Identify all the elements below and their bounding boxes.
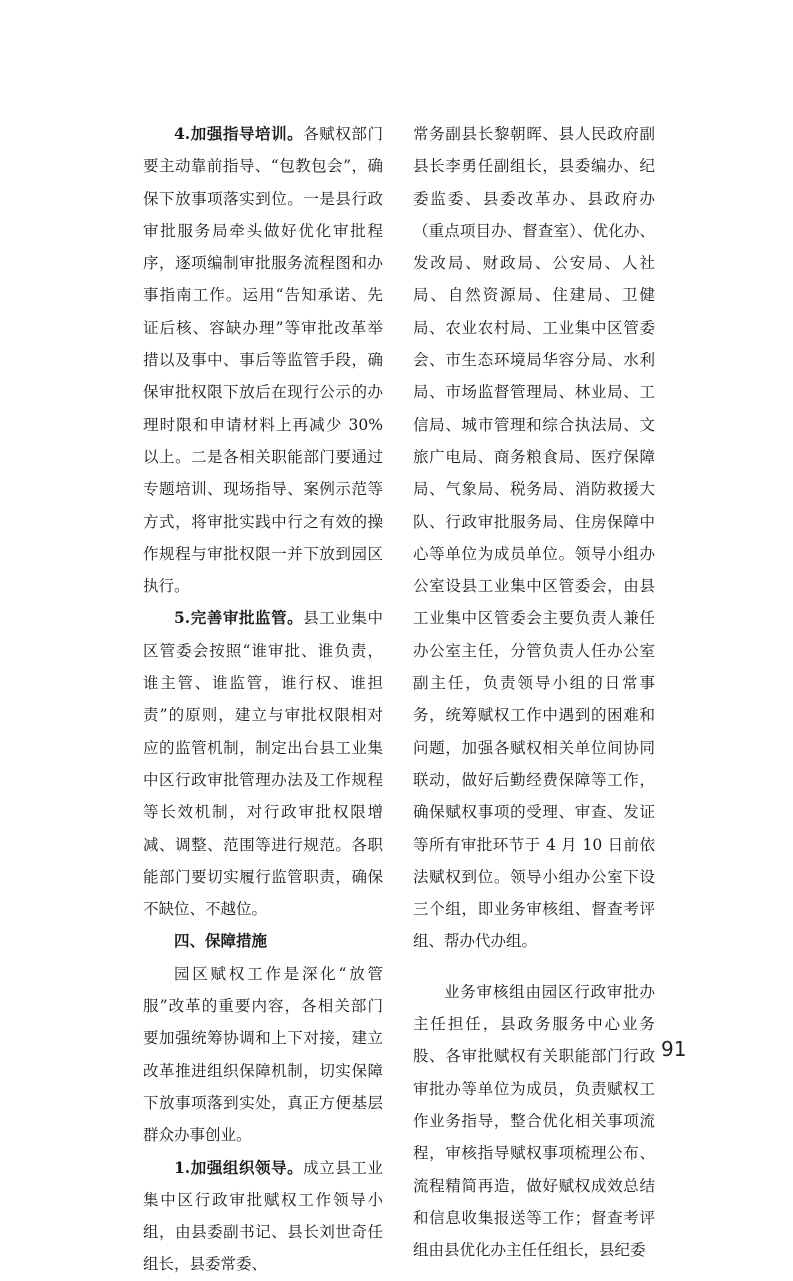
paragraph-text: 各赋权部门要主动靠前指导、“包教包会”，确保下放事项落实到位。一是县行政审批服务局牵头做好优化审批程序，逐项编制审批服务流程图和办事指南工作。运用“告知承诺、先证后核、容缺办理”等审批改革举措以及事中、事后等监管手段，确保审批权限下放后在现行公示的办理时限和申请材料上再减少 30%以上。二是各相关职能部门要通过专题培训、现场指导、案例示范等方式，将审批实践中行之有效的操作规程与审批权限一并下放到园区执行。 xyxy=(143,125,383,596)
section-heading: 四、保障措施 xyxy=(174,931,268,951)
paragraph-lead: 4.加强指导培训。 xyxy=(174,124,304,143)
paragraph-leadership-members: 常务副县长黎朝晖、县人民政府副县长李勇任副组长，县委编办、纪委监委、县委改革办、县政府办（重点项目办、督查室）、优化办、发改局、财政局、公安局、人社局、自然资源局、住建局、卫健局、农业农村局、工业集中区管委会、市生态环境局华容分局、水利局、市场监督管理局、林业局、工信局、城市管理和综合执法局、文旅广电局、商务粮食局、医疗保障局、气象局、税务局、消防救援大队、行政审批服务局、住房保障中心等单位为成员单位。领导小组办公室设县工业集中区管委会，由县工业集中区管委会主要负责人兼任办公室主任，分管负责人任办公室副主任，负责领导小组的日常事务，统筹赋权工作中遇到的困难和问题，加强各赋权相关单位间协同联动，做好后勤经费保障等工作，确保赋权事项的受理、审查、发证等所有审批环节于 4 月 10 日前依法赋权到位。领导小组办公室下设三个组，即业务审核组、督查考评组、帮办代办组。 xyxy=(413,125,655,951)
right-column xyxy=(413,118,655,1266)
paragraph-text: 成立县工业集中区行政审批赋权工作领导小组，由县委副书记、县长刘世奇任组长，县委常委、 xyxy=(143,1158,383,1274)
paragraph-gap xyxy=(413,958,655,976)
paragraph-lead: 1.加强组织领导。 xyxy=(174,1157,304,1177)
paragraph-text: 县工业集中区管委会按照“谁审批、谁负责，谁主管、谁监管，谁行权、谁担责”的原则，建立与审批权限相对应的监管机制，制定出台县工业集中区行政审批管理办法及工作规程等长效机制，对行政审批权限增减、调整、范围等进行规范。各职能部门要切实履行监管职责，确保不缺位、不越位。 xyxy=(143,609,383,919)
page-number: 91 xyxy=(661,1037,687,1061)
paragraph-lead: 5.完善审批监管。 xyxy=(174,608,304,628)
paragraph-guidance-training xyxy=(143,118,383,602)
paragraph-safeguards-intro: 园区赋权工作是深化“放管服”改革的重要内容，各相关部门要加强统筹协调和上下对接，建立改革推进组织保障机制，切实保障下放事项落到实处，真正方便基层群众办事创业。 xyxy=(143,964,383,1145)
paragraph-organization-leadership xyxy=(143,1152,383,1281)
paragraph-approval-supervision xyxy=(143,602,383,925)
left-column xyxy=(143,118,383,1281)
paragraph-review-group: 业务审核组由园区行政审批办主任担任，县政务服务中心业务股、各审批赋权有关职能部门行政审批办等单位为成员，负责赋权工作业务指导，整合优化相关事项流程，审核指导赋权事项梳理公布、流程精简再造，做好赋权成效总结和信息收集报送等工作；督查考评组由县优化办主任任组长，县纪委 xyxy=(413,982,655,1260)
